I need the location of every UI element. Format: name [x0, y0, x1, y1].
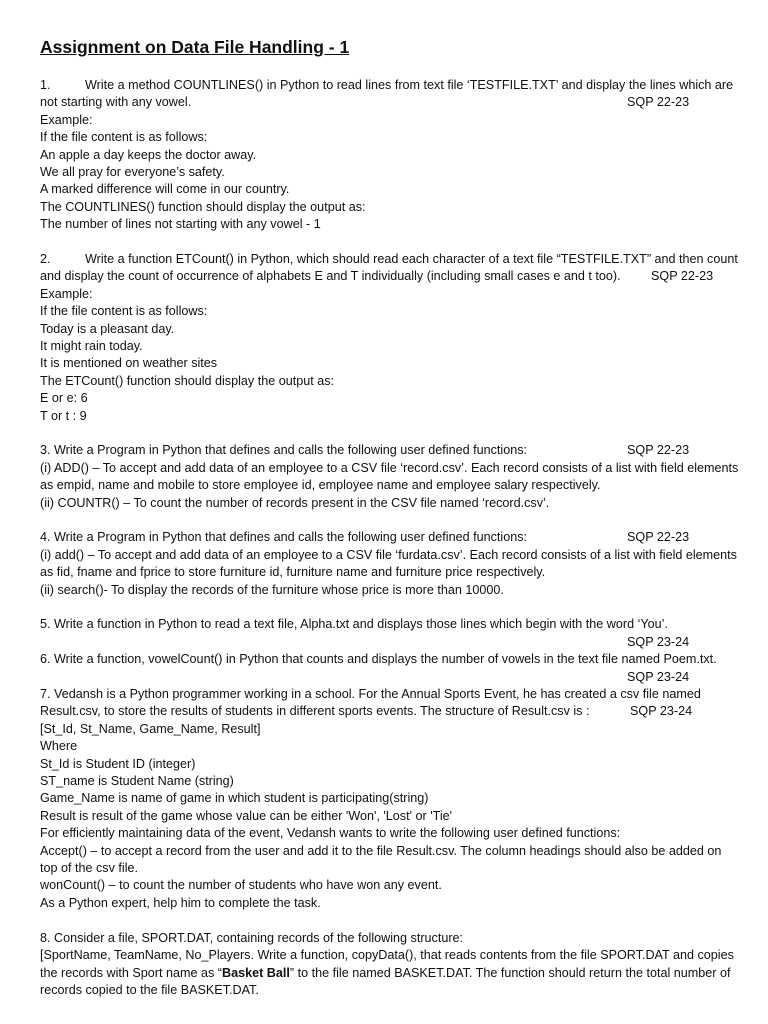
sqp-tag: SQP 22-23 [627, 530, 690, 545]
sqp-tag: SQP 22-23 [651, 269, 714, 284]
example-line: If the file content is as follows: [40, 304, 208, 319]
sqp-tag: SQP 23-24 [630, 704, 693, 719]
question-text: Result is result of the game whose value can be either 'Won', 'Lost' or 'Tie' [40, 808, 453, 823]
question-text: (i) ADD() – To accept and add data of an employee to a CSV file ‘record.csv’. Each record consists of a list with field elements [40, 460, 739, 475]
example-line: The number of lines not starting with any vowel - 1 [40, 217, 321, 232]
document-page [40, 36, 740, 999]
question-text: [SportName, TeamName, No_Players. Write a function, copyData(), that reads contents from the file SPORT.DAT and copies [40, 948, 734, 963]
question-text: Write a method COUNTLINES() in Python to read lines from text file ‘TESTFILE.TXT’ and display the lines which are [85, 78, 734, 92]
example-line: The ETCount() function should display the output as: [40, 373, 335, 388]
question-text: as fid, fname and fprice to store furniture id, furniture name and furniture price respectively. [40, 565, 546, 580]
question-text: (ii) search()- To display the records of the furniture whose price is more than 10000. [40, 582, 504, 597]
question-3 [40, 442, 740, 512]
question-text: wonCount() – to count the number of students who have won any event. [40, 878, 442, 893]
question-text: ST_name is Student Name (string) [40, 774, 234, 789]
question-text: Write a function ETCount() in Python, which should read each character of a text file “TESTFILE.TXT” and then count [85, 252, 738, 267]
example-line: T or t : 9 [40, 408, 87, 423]
question-text: (i) add() – To accept and add data of an employee to a CSV file ‘furdata.csv’. Each record consists of a list with field elements [40, 547, 737, 562]
example-line: It might rain today. [40, 339, 143, 354]
question-text: Where [40, 739, 78, 754]
question-text: 3. Write a Program in Python that defines and calls the following user defined functions: [40, 443, 527, 458]
example-line: Example: [40, 286, 93, 301]
question-text: 7. Vedansh is a Python programmer working in a school. For the Annual Sports Event, he has created a csv file named [40, 687, 701, 702]
question-text: top of the csv file. [40, 861, 139, 876]
question-text: (ii) COUNTR() – To count the number of records present in the CSV file named ‘record.csv’. [40, 495, 550, 510]
sqp-tag: SQP 23-24 [627, 634, 690, 649]
question-text [40, 965, 740, 982]
question-6 [40, 651, 740, 686]
example-line: If the file content is as follows: [40, 130, 208, 145]
question-text: and display the count of occurrence of alphabets E and T individually (including small cases e and t too). [40, 269, 621, 284]
question-8 [40, 930, 740, 1000]
example-line: The COUNTLINES() function should display the output as: [40, 199, 366, 214]
sqp-tag: SQP 23-24 [627, 669, 690, 684]
question-text: not starting with any vowel. [40, 95, 192, 110]
example-line: E or e: 6 [40, 391, 88, 406]
question-text: Game_Name is name of game in which student is participating(string) [40, 791, 429, 806]
question-text: 4. Write a Program in Python that defines and calls the following user defined functions: [40, 530, 527, 545]
question-text: 8. Consider a file, SPORT.DAT, containing records of the following structure: [40, 930, 464, 945]
example-line: A marked difference will come in our country. [40, 182, 290, 197]
text-fragment: the records with Sport name as “ [40, 965, 222, 980]
question-2 [40, 251, 740, 425]
question-7 [40, 686, 740, 912]
question-5 [40, 616, 740, 651]
question-text: St_Id is Student ID (integer) [40, 756, 196, 771]
page-title: Assignment on Data File Handling - 1 [40, 37, 350, 57]
question-text: as empid, name and mobile to store employee id, employee name and employee salary respectively. [40, 478, 601, 493]
example-line: We all pray for everyone’s safety. [40, 165, 225, 179]
question-number: 2. [40, 252, 51, 267]
example-line: It is mentioned on weather sites [40, 356, 218, 371]
question-4 [40, 529, 740, 599]
text-fragment: ” to the file named BASKET.DAT. The function should return the total number of [289, 965, 731, 980]
question-text: As a Python expert, help him to complete the task. [40, 895, 321, 910]
example-line: Today is a pleasant day. [40, 321, 175, 336]
example-line: An apple a day keeps the doctor away. [40, 147, 257, 162]
question-text: records copied to the file BASKET.DAT. [40, 982, 259, 997]
question-text: 5. Write a function in Python to read a text file, Alpha.txt and displays those lines which begin with the word ‘You’. [40, 617, 668, 632]
question-text: 6. Write a function, vowelCount() in Python that counts and displays the number of vowels in the text file named Poem.txt. [40, 652, 717, 667]
example-line: Example: [40, 112, 93, 127]
question-text: For efficiently maintaining data of the event, Vedansh wants to write the following user defined functions: [40, 826, 621, 841]
sqp-tag: SQP 22-23 [627, 95, 690, 110]
question-1 [40, 77, 740, 234]
question-text: Result.csv, to store the results of students in different sports events. The structure of Result.csv is : [40, 704, 590, 719]
question-text: Accept() – to accept a record from the user and add it to the file Result.csv. The column headings should also be added on [40, 843, 722, 858]
bold-sport-name: Basket Ball [222, 965, 290, 980]
question-number: 1. [40, 78, 51, 92]
sqp-tag: SQP 22-23 [627, 443, 690, 458]
question-text: [St_Id, St_Name, Game_Name, Result] [40, 721, 261, 736]
